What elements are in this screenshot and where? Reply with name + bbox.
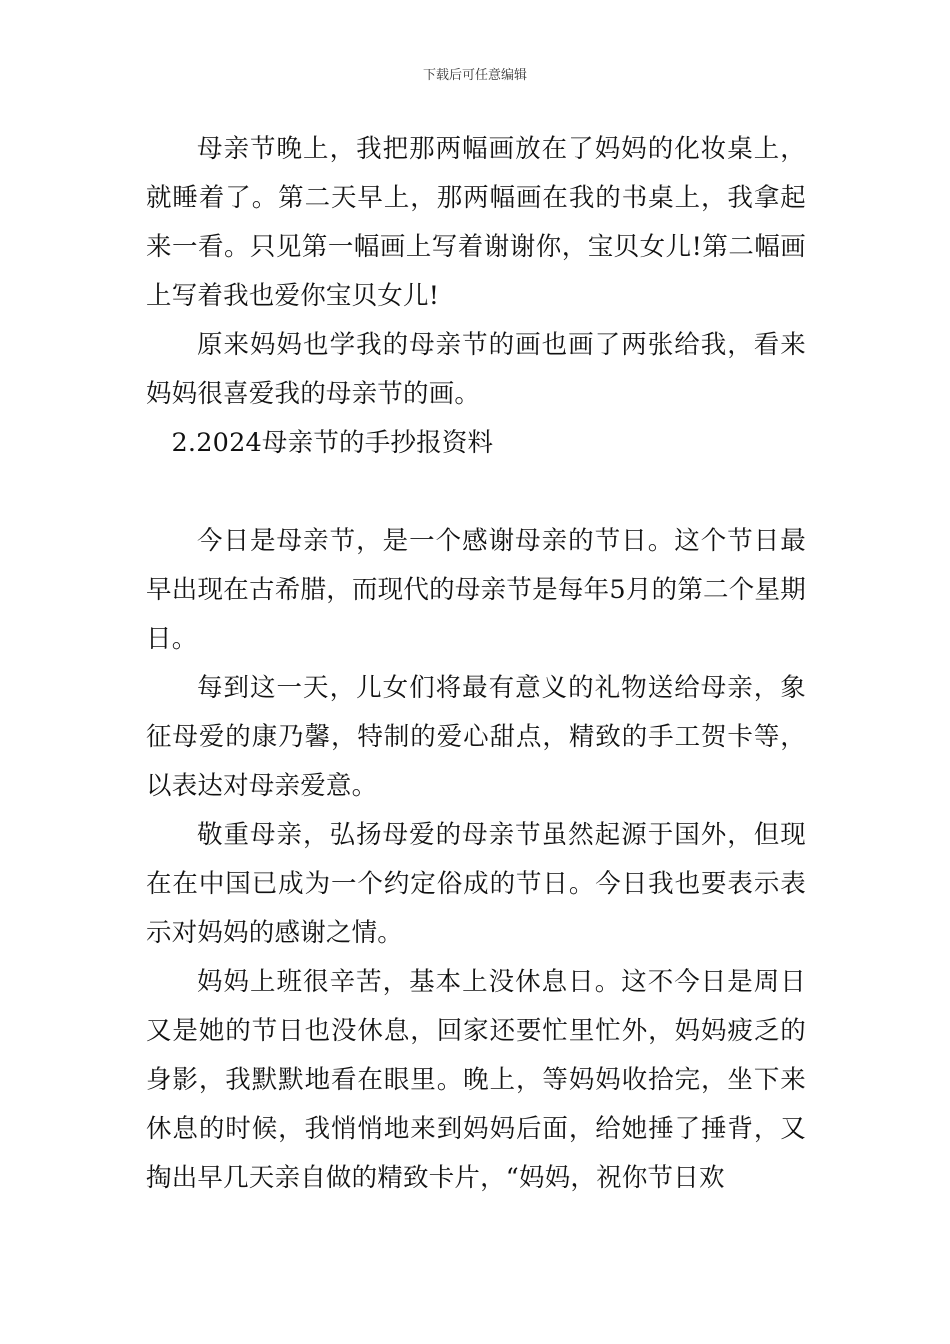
paragraph-2: 原来妈妈也学我的母亲节的画也画了两张给我，看来妈妈很喜爱我的母亲节的画。 [146, 330, 806, 409]
paragraph-5: 敬重母亲，弘扬母爱的母亲节虽然起源于国外，但现在在中国已成为一个约定俗成的节日。今日我也要表示表示对妈妈的感谢之情。 [146, 820, 806, 948]
paragraph-3: 今日是母亲节，是一个感谢母亲的节日。这个节日最早出现在古希腊，而现代的母亲节是每年5月的第二个星期日。 [146, 526, 806, 654]
paragraph-4: 每到这一天，儿女们将最有意义的礼物送给母亲，象征母爱的康乃馨，特制的爱心甜点，精致的手工贺卡等，以表达对母亲爱意。 [146, 673, 806, 801]
paragraph-1: 母亲节晚上，我把那两幅画放在了妈妈的化妆桌上，就睡着了。第二天早上，那两幅画在我的书桌上，我拿起来一看。只见第一幅画上写着谢谢你，宝贝女儿!第二幅画上写着我也爱你宝贝女儿! [146, 134, 806, 311]
section-heading: 2.2024母亲节的手抄报资料 [171, 428, 494, 458]
document-body [146, 125, 806, 1203]
paragraph-6: 妈妈上班很辛苦，基本上没休息日。这不今日是周日又是她的节日也没休息，回家还要忙里忙外，妈妈疲乏的身影，我默默地看在眼里。晚上，等妈妈收拾完，坐下来休息的时候，我悄悄地来到妈妈后面，给她捶了捶背，又掏出早几天亲自做的精致卡片，“妈妈，祝你节日欢 [146, 967, 806, 1193]
page-header: 下载后可任意编辑 [422, 68, 527, 83]
